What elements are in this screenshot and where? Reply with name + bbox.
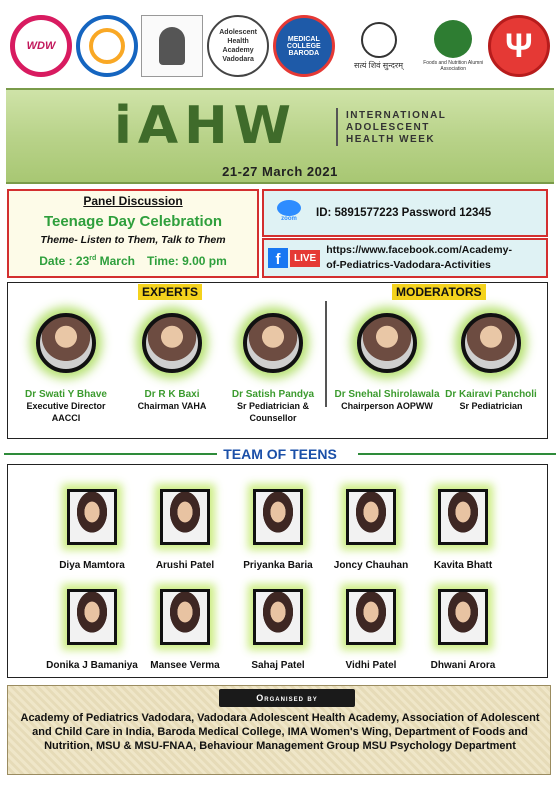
experts-moderators-box bbox=[7, 282, 548, 439]
moderator-card bbox=[438, 313, 544, 413]
expert-card bbox=[220, 313, 326, 424]
teen-name: Joncy Chauhan bbox=[333, 560, 409, 571]
teen-card bbox=[413, 589, 513, 671]
teen-photo bbox=[160, 589, 210, 645]
vaha-logo-text: Adolescent Health Academy Vadodara bbox=[219, 29, 257, 63]
teen-card bbox=[42, 589, 142, 671]
brand-wordmark: iAHW bbox=[114, 96, 297, 156]
teen-name: Dhwani Arora bbox=[430, 660, 496, 671]
aacci-logo bbox=[76, 15, 138, 77]
fna-logo-text: Foods and Nutrition Alumni Association bbox=[423, 60, 484, 72]
facebook-url-line-2[interactable]: of-Pediatrics-Vadodara-Activities bbox=[326, 259, 491, 271]
organised-by-heading: Organised by bbox=[219, 689, 355, 707]
brand-divider bbox=[336, 108, 338, 146]
event-dates: 21-27 March 2021 bbox=[222, 164, 338, 179]
teen-name: Sahaj Patel bbox=[251, 660, 305, 671]
fna-logo bbox=[422, 15, 484, 77]
teen-photo bbox=[67, 589, 117, 645]
zoom-meeting-details: ID: 5891577223 Password 12345 bbox=[316, 207, 492, 219]
teen-name: Mansee Verma bbox=[150, 660, 220, 671]
teen-name: Diya Mamtora bbox=[59, 560, 125, 571]
teen-photo bbox=[346, 589, 396, 645]
teens-heading-text: TEAM OF TEENS bbox=[217, 446, 343, 462]
moderator-role: Chairperson AOPWW bbox=[341, 401, 433, 411]
zoom-icon bbox=[272, 200, 306, 226]
expert-role: Chairman VAHA bbox=[137, 401, 207, 411]
zoom-info-box bbox=[262, 189, 548, 237]
live-badge: LIVE bbox=[290, 250, 320, 267]
iahw-banner bbox=[6, 88, 554, 184]
teen-card bbox=[135, 589, 235, 671]
panel-heading: Panel Discussion bbox=[83, 194, 183, 208]
expert-photo bbox=[243, 313, 303, 373]
teen-name: Priyanka Baria bbox=[243, 560, 313, 571]
moderator-photo bbox=[357, 313, 417, 373]
moderator-role: Sr Pediatrician bbox=[459, 401, 523, 411]
expert-role: Sr Pediatrician & bbox=[236, 401, 310, 411]
teen-card bbox=[135, 489, 235, 571]
expert-photo bbox=[142, 313, 202, 373]
brand-full-name: INTERNATIONAL ADOLESCENT HEALTH WEEK bbox=[346, 110, 447, 145]
msu-crest-icon bbox=[361, 22, 397, 58]
teen-photo bbox=[67, 489, 117, 545]
experts-heading: EXPERTS bbox=[138, 284, 202, 300]
vaha-logo bbox=[207, 15, 269, 77]
teen-name: Kavita Bhatt bbox=[433, 560, 493, 571]
msu-logo bbox=[339, 15, 419, 77]
facebook-live-box bbox=[262, 238, 548, 278]
expert-name: Dr R K Baxi bbox=[144, 389, 200, 400]
wdw-logo bbox=[10, 15, 72, 77]
expert-photo bbox=[36, 313, 96, 373]
psi-icon: Ψ bbox=[505, 26, 533, 65]
date-month: March bbox=[96, 254, 135, 268]
expert-role-2: AACCI bbox=[51, 413, 81, 423]
facebook-url[interactable] bbox=[326, 243, 512, 273]
teen-photo bbox=[438, 589, 488, 645]
teen-card bbox=[228, 489, 328, 571]
psychology-logo bbox=[488, 15, 550, 77]
teen-card bbox=[228, 589, 328, 671]
medical-college-logo-text: MEDICAL COLLEGE BARODA bbox=[286, 35, 321, 57]
panel-discussion-box bbox=[7, 189, 259, 278]
moderator-name: Dr Snehal Shirolawala bbox=[334, 389, 440, 400]
expert-name: Dr Swati Y Bhave bbox=[25, 389, 107, 400]
teen-photo bbox=[346, 489, 396, 545]
msu-motto: सत्यं शिवं सुन्दरम् bbox=[354, 60, 403, 70]
expert-role-2: Counsellor bbox=[249, 413, 297, 423]
teen-photo bbox=[438, 489, 488, 545]
teen-name: Arushi Patel bbox=[155, 560, 215, 571]
teen-photo bbox=[253, 489, 303, 545]
expert-role: Executive Director bbox=[26, 401, 106, 411]
iap-figure-icon bbox=[159, 27, 185, 65]
teen-card bbox=[413, 489, 513, 571]
teen-card bbox=[42, 489, 142, 571]
date-label: Date : 23 bbox=[39, 254, 90, 268]
expert-name: Dr Satish Pandya bbox=[231, 389, 315, 400]
teen-card bbox=[321, 589, 421, 671]
facebook-icon: f bbox=[268, 248, 288, 268]
moderator-name: Dr Kairavi Pancholi bbox=[445, 389, 537, 400]
zoom-camera-icon bbox=[277, 200, 301, 216]
moderator-card bbox=[334, 313, 440, 413]
logo-strip bbox=[6, 6, 554, 86]
medical-college-logo bbox=[273, 15, 335, 77]
moderators-heading: MODERATORS bbox=[392, 284, 486, 300]
organisers-list: Academy of Pediatrics Vadodara, Vadodara Adolescent Health Academy, Association of Adolescent and Child Care in India, Baroda Medical College, IMA Women's Wing, Department of Foods and Nutrition, MSU & MSU-FNAA, Behaviour Management Group MSU Psychology Department bbox=[20, 712, 540, 752]
organised-by-box bbox=[7, 685, 551, 775]
teens-box bbox=[7, 464, 548, 678]
panel-theme: Theme- Listen to Them, Talk to Them bbox=[40, 234, 226, 246]
teen-card bbox=[321, 489, 421, 571]
fna-leaf-icon bbox=[434, 20, 472, 58]
expert-card bbox=[119, 313, 225, 413]
event-time: Time: 9.00 pm bbox=[146, 254, 227, 268]
teen-photo bbox=[160, 489, 210, 545]
teen-photo bbox=[253, 589, 303, 645]
teens-heading bbox=[0, 446, 560, 462]
facebook-url-line-1[interactable]: https://www.facebook.com/Academy- bbox=[326, 244, 512, 256]
panel-title: Teenage Day Celebration bbox=[43, 213, 223, 230]
iap-logo bbox=[141, 15, 203, 77]
teen-name: Donika J Bamaniya bbox=[46, 660, 138, 671]
zoom-label: zoom bbox=[281, 216, 297, 222]
date-suffix: rd bbox=[89, 255, 97, 262]
panel-date-time bbox=[9, 254, 257, 268]
aacci-ring-icon bbox=[89, 28, 125, 64]
expert-card bbox=[13, 313, 119, 424]
wdw-logo-text: WDW bbox=[26, 40, 56, 52]
teen-name: Vidhi Patel bbox=[345, 660, 397, 671]
moderator-photo bbox=[461, 313, 521, 373]
